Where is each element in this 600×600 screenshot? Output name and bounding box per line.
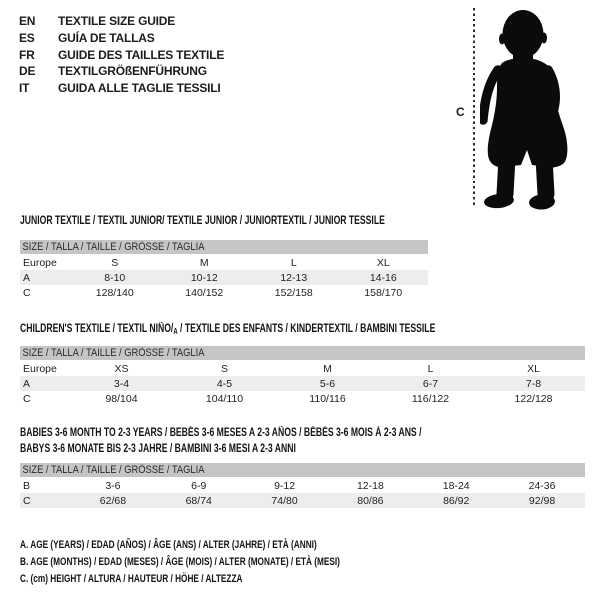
height-dotted-line xyxy=(473,8,475,208)
size-cell: 8-10 xyxy=(104,271,126,284)
language-code: EN xyxy=(19,14,36,28)
language-title: TEXTILGRÖßENFÜHRUNG xyxy=(58,64,207,79)
size-cell: 110/116 xyxy=(309,392,346,405)
size-cell: XL xyxy=(376,256,390,269)
section-title-children-sub: A xyxy=(173,327,178,336)
table-row-europe xyxy=(20,255,428,270)
size-cell: L xyxy=(290,256,297,269)
size-cell: 122/128 xyxy=(514,392,553,405)
section-title-babies-line2: BABYS 3-6 MONATE BIS 2-3 JAHRE / BAMBINI 3-6 MESI A 2-3 ANNI xyxy=(20,442,296,455)
table-row-months xyxy=(20,478,585,493)
size-cell: S xyxy=(111,256,119,269)
table-row-height xyxy=(20,391,585,406)
size-cell: 116/122 xyxy=(411,392,450,405)
size-cell: 140/152 xyxy=(185,286,224,299)
language-title: TEXTILE SIZE GUIDE xyxy=(58,14,176,28)
section-title-junior: JUNIOR TEXTILE / TEXTIL JUNIOR/ TEXTILE JUNIOR / JUNIORTEXTIL / JUNIOR TESSILE xyxy=(20,215,385,227)
footnote-a: A. AGE (YEARS) / EDAD (AÑOS) / ÂGE (ANS) / ALTER (JAHRE) / ETÀ (ANNI) xyxy=(20,539,317,551)
size-header-bar xyxy=(20,463,585,477)
size-cell: 4-5 xyxy=(216,377,233,390)
size-cell: 86/92 xyxy=(443,494,470,507)
size-cell: 12-13 xyxy=(280,271,308,284)
size-header-bar xyxy=(20,240,428,254)
size-cell: 74/80 xyxy=(271,494,298,507)
table-row-height xyxy=(20,493,585,508)
language-title: GUIDE DES TAILLES TEXTILE xyxy=(58,47,225,62)
row-label: C xyxy=(23,286,31,299)
language-row xyxy=(19,47,224,64)
size-header-label: SIZE / TALLA / TAILLE / GRÖSSE / TAGLIA xyxy=(22,347,205,359)
size-cell: 3-4 xyxy=(113,377,130,390)
size-cell: 5-6 xyxy=(319,377,336,390)
size-cell: 104/110 xyxy=(205,392,244,405)
row-label: A xyxy=(23,271,31,284)
footnote-b: B. AGE (MONTHS) / EDAD (MESES) / ÂGE (MOIS) / ALTER (MONATE) / ETÀ (MESI) xyxy=(20,556,340,569)
language-row xyxy=(19,30,224,47)
row-label: C xyxy=(23,392,31,405)
size-cell: M xyxy=(323,362,332,375)
language-title: GUIDA ALLE TAGLIE TESSILI xyxy=(58,81,221,96)
language-title: GUÍA DE TALLAS xyxy=(58,30,155,45)
size-cell: 158/170 xyxy=(364,286,403,299)
table-row-height xyxy=(20,285,428,300)
size-cell: XL xyxy=(527,362,540,375)
size-cell: 14-16 xyxy=(369,271,397,284)
size-cell: S xyxy=(220,362,228,375)
size-cell: 92/98 xyxy=(528,494,556,507)
baby-silhouette-icon xyxy=(480,8,575,212)
size-cell: 6-9 xyxy=(191,479,207,492)
language-row xyxy=(19,80,224,97)
row-label: B xyxy=(23,479,31,492)
size-cell: 12-18 xyxy=(356,479,384,492)
size-cell: 10-12 xyxy=(190,271,218,284)
language-code: IT xyxy=(19,81,30,96)
children-size-table xyxy=(20,346,585,406)
footnotes xyxy=(20,537,447,589)
section-title-babies xyxy=(20,426,421,457)
size-header-bar xyxy=(20,346,585,360)
babies-size-table xyxy=(20,463,585,508)
junior-size-table xyxy=(20,240,428,300)
row-label: Europe xyxy=(23,256,57,269)
size-cell: 128/140 xyxy=(95,286,134,299)
table-row-age xyxy=(20,376,585,391)
row-label: A xyxy=(23,377,31,390)
row-label: Europe xyxy=(23,362,57,375)
language-code: FR xyxy=(19,47,35,62)
row-label: C xyxy=(23,494,31,507)
size-cell: L xyxy=(427,362,434,375)
section-title-children-rest: / TEXTILE DES ENFANTS / KINDERTEXTIL / BAMBINI TESSILE xyxy=(177,323,436,335)
size-cell: 80/86 xyxy=(357,494,384,507)
size-cell: 6-7 xyxy=(422,377,439,390)
language-title-list xyxy=(19,13,224,97)
size-cell: 3-6 xyxy=(105,479,121,492)
size-cell: 7-8 xyxy=(525,377,542,390)
size-cell: 152/158 xyxy=(274,286,313,299)
language-row xyxy=(19,63,224,80)
size-header-label: SIZE / TALLA / TAILLE / GRÖSSE / TAGLIA xyxy=(22,464,205,476)
language-code: DE xyxy=(19,64,36,79)
table-row-europe xyxy=(20,361,585,376)
size-cell: M xyxy=(199,256,209,269)
size-cell: 68/74 xyxy=(185,494,212,507)
section-title-children-main: CHILDREN'S TEXTILE / TEXTIL NIÑO/ xyxy=(20,323,174,335)
size-cell: 24-36 xyxy=(528,479,556,492)
size-header-label: SIZE / TALLA / TAILLE / GRÖSSE / TAGLIA xyxy=(22,241,205,253)
language-code: ES xyxy=(19,30,35,45)
section-title-babies-line1: BABIES 3-6 MONTH TO 2-3 YEARS / BEBÉS 3-6 MESES A 2-3 AÑOS / BÉBÉS 3-6 MOIS À 2-3 ANS / xyxy=(20,427,422,439)
size-cell: 62/68 xyxy=(99,494,127,507)
table-row-age xyxy=(20,270,428,285)
size-cell: 18-24 xyxy=(442,479,470,492)
language-row xyxy=(19,13,224,30)
size-cell: XS xyxy=(114,362,129,375)
size-cell: 98/104 xyxy=(105,392,138,405)
section-title-children xyxy=(20,322,435,340)
height-c-label: C xyxy=(456,105,465,119)
footnote-c: C. (cm) HEIGHT / ALTURA / HAUTEUR / HÖHE / ALTEZZA xyxy=(20,573,243,586)
size-cell: 9-12 xyxy=(274,479,296,492)
